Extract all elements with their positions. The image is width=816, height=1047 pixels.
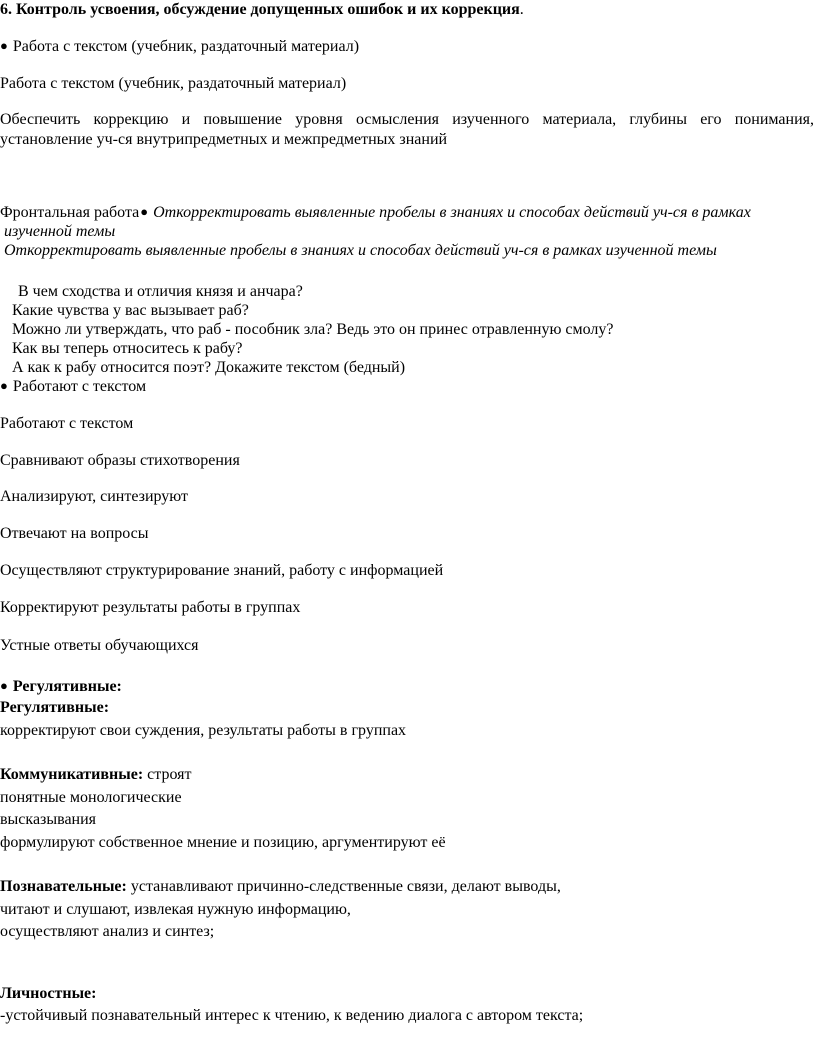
bullet-icon: ● bbox=[0, 378, 8, 393]
communicative-line: Коммуникативные: строят bbox=[0, 766, 192, 783]
communicative-line: высказывания bbox=[0, 811, 97, 828]
personal-text: -устойчивый познавательный интерес к чтению, к ведению диалога с автором текста; bbox=[0, 1007, 584, 1024]
activity-item: Отвечают на вопросы bbox=[0, 525, 149, 542]
cognitive-label: Познавательные: bbox=[0, 878, 127, 895]
activity-bullet: ● Работают с текстом bbox=[0, 378, 147, 395]
question-item: А как к рабу относится поэт? Докажите текстом (бедный) bbox=[12, 359, 406, 376]
communicative-line: понятные монологические bbox=[0, 789, 182, 806]
question-item: Можно ли утверждать, что раб - пособник зла? Ведь это он принес отравленную смолу? bbox=[12, 321, 614, 338]
frontal-goal-italic-repeat: Откорректировать выявленные пробелы в знаниях и способах действий уч-ся в рамках изученной темы bbox=[4, 242, 717, 259]
activity-item: Анализируют, синтезируют bbox=[0, 488, 189, 505]
question-item: Какие чувства у вас вызывает раб? bbox=[12, 302, 249, 319]
activity-item: Устные ответы обучающихся bbox=[0, 637, 199, 654]
regulative-bullet: ● Регулятивные: bbox=[0, 678, 122, 695]
communicative-line: формулируют собственное мнение и позицию, аргументируют её bbox=[0, 834, 446, 851]
activity-item: Корректируют результаты работы в группах bbox=[0, 599, 301, 616]
question-item: Как вы теперь относитесь к рабу? bbox=[12, 340, 243, 357]
text-work-bullet: ● Работа с текстом (учебник, раздаточный материал) bbox=[0, 38, 360, 55]
activity-item: Осуществляют структурирование знаний, работу с информацией bbox=[0, 562, 444, 579]
cognitive-line: Познавательные: устанавливают причинно-следственные связи, делают выводы, bbox=[0, 878, 561, 895]
cognitive-line: осуществляют анализ и синтез; bbox=[0, 923, 215, 940]
text-work-line: Работа с текстом (учебник, раздаточный материал) bbox=[0, 75, 347, 92]
section-heading-title: 6. Контроль усвоения, обсуждение допущенных ошибок и их коррекция bbox=[0, 1, 520, 18]
activity-item: Работают с текстом bbox=[0, 415, 134, 432]
bullet-icon: ● bbox=[0, 678, 8, 693]
personal-label: Личностные: bbox=[0, 985, 97, 1002]
frontal-label: Фронтальная работа bbox=[0, 204, 140, 221]
activity-item: Сравнивают образы стихотворения bbox=[0, 452, 240, 469]
regulative-text: корректируют свои суждения, результаты работы в группах bbox=[0, 722, 407, 739]
frontal-goal-italic: Откорректировать выявленные пробелы в знаниях и способах действий уч-ся в рамках bbox=[153, 204, 751, 221]
question-item: В чем сходства и отличия князя и анчара? bbox=[18, 283, 303, 300]
regulative-label: Регулятивные: bbox=[0, 699, 110, 716]
communicative-label: Коммуникативные: bbox=[0, 766, 144, 783]
frontal-line bbox=[0, 203, 814, 223]
bullet-icon: ● bbox=[0, 38, 8, 53]
bullet-icon: ● bbox=[140, 204, 149, 219]
frontal-goal-italic-cont: изученной темы bbox=[4, 223, 116, 240]
goal-paragraph: Обеспечить коррекцию и повышение уровня осмысления изученного материала, глубины его понимания, установление уч-ся внутрипредметных и межпредметных знаний bbox=[0, 111, 814, 148]
section-heading: 6. Контроль усвоения, обсуждение допущенных ошибок и их коррекция. bbox=[0, 1, 524, 18]
cognitive-line: читают и слушают, извлекая нужную информацию, bbox=[0, 901, 351, 918]
